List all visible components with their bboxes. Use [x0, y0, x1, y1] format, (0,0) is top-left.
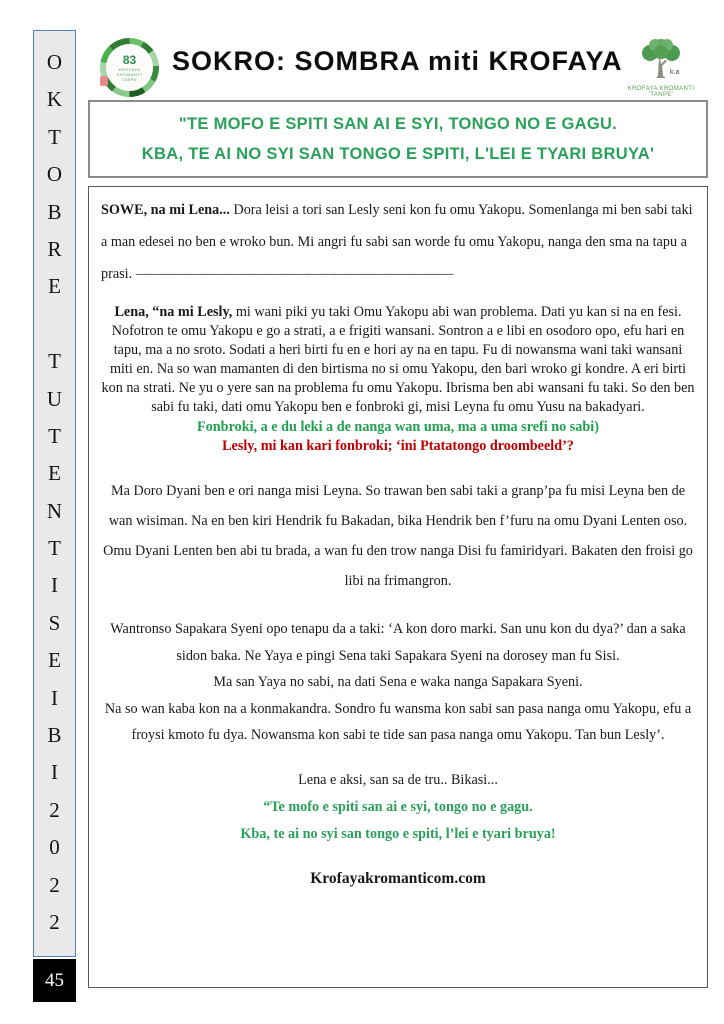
date-digit: 0 — [49, 835, 60, 860]
proverb-line-1: "TE MOFO E SPITI SAN AI E SYI, TONGO NO E GAGU. — [178, 114, 618, 133]
date-letter: I — [51, 685, 58, 710]
date-letter: T — [48, 423, 61, 448]
org-logo — [616, 38, 706, 104]
letter-lead: Lena, “na mi Lesly, — [114, 304, 233, 320]
vertical-date-bar — [33, 30, 76, 957]
paragraph-sapakara — [101, 616, 695, 749]
sapakara-text-a: Wantronso Sapakara Syeni opo tenapu da a taki: ‘A kon doro marki. San unu kon du dya?’ dan a saka sidon baka. Ne Yaya e pingi Sena taki Sapakara Syeni na dorosey man fu Sisi. — [110, 621, 686, 664]
paragraph-doro-dyani: Ma Doro Dyani ben e ori nanga misi Leyna. So trawan ben sabi taki a granp’pa fu misi Leyna ben de wan wisiman. Na en ben kiri Hendrik fu Bakadan, bika Hendrik ben f’furu na omu Dyani Lenten oso. Omu Dyani Lenten ben abi tu brada, a wan fu den trow nanga Disi fu famiridyari. Bakaten den froisi go libi na frimangron. — [103, 483, 693, 589]
date-letter: B — [47, 723, 62, 748]
badge-caption-line2: TANPE — [121, 77, 138, 82]
proverb-line-2: KBA, TE AI NO SYI SAN TONGO E SPITI, L'LEI E TYARI BRUYA' — [141, 144, 655, 163]
date-letter: T — [48, 349, 61, 374]
green-aside-note: Fonbroki, a e du leki a de nanga wan uma, ma a uma srefi no sabi) — [197, 419, 599, 435]
date-digit: 2 — [49, 909, 60, 934]
date-letter: O — [46, 50, 63, 74]
page-title: SOKRO: SOMBRA miti KROFAYA — [172, 46, 623, 76]
date-letter: R — [47, 236, 62, 261]
date-letter: S — [48, 610, 61, 635]
date-letter: K — [46, 87, 63, 112]
date-letter: N — [46, 498, 63, 523]
svg-text:k.a: k.a — [670, 69, 680, 76]
badge-number: 83 — [122, 53, 137, 67]
date-letter: E — [48, 274, 61, 299]
closing-proverb-line-1: “Te mofo e spiti san ai e syi, tongo no e gagu. — [263, 798, 533, 815]
website-text: Krofayakromanticom.com — [310, 869, 486, 887]
date-letter: I — [51, 573, 58, 598]
filler-dashes: ———————————————————————— — [135, 266, 453, 282]
closing-proverb-line-2: Kba, te ai no syi san tongo e spiti, l’lei e tyari bruya! — [240, 825, 556, 842]
date-letter: B — [47, 199, 62, 224]
date-letter: I — [51, 760, 58, 785]
letter-text: mi wani piki yu taki Omu Yakopu abi wan problema. Dati yu kan si na en fesi. Nofotron te omu Yakopu e go a strati, a e frigiti wansani. Sontron a e libi en osodoro opo, efu hari en tapu, ma a no sroto. Sodati a heri birti fu en e hori ay na en tapu. Fu di nowansma wani taki wansani miti en. Na so wan mamanten di den birtisma no si omu Yakopu, den bari wroko gi kondre. A eri birti kon na strati. Ne yu o yere san na problema fu omu Yakopu. Ibrisma ben abi wansani fu taki. So den ben sabi fu taki, dati omu Yakopu ben e fonbroki gi, misi Leyna fu omu Yusu na bakadyari. — [101, 304, 695, 415]
date-digit: 2 — [49, 797, 60, 822]
intro-text: Dora leisi a tori san Lesly seni kon fu omu Yakopu. Somenlanga mi ben sabi taki a man edesei no ben e wroko bun. Mi angri fu sabi san worde fu omu Yakopu, nanga den sma na tapu a prasi. — [101, 202, 693, 282]
date-letter: T — [48, 124, 61, 149]
org-logo-caption: KROFAYA KROMANTI 'TANPE' — [627, 86, 695, 98]
tree-icon — [632, 38, 690, 80]
date-digit: 2 — [49, 872, 60, 897]
paragraph-intro — [101, 194, 695, 290]
page-number: 45 — [33, 959, 76, 1002]
red-question-note: Lesly, mi kan kari fonbroki; ‘ini Ptatatongo droombeeld’? — [222, 438, 574, 454]
paragraph-closing: Lena e aksi, san sa de tru.. Bikasi... — [298, 771, 498, 788]
wreath-badge-logo — [100, 38, 159, 97]
badge-red-ornament — [100, 76, 108, 86]
wreath-badge-center — [106, 44, 153, 91]
proverb-banner — [88, 100, 708, 178]
intro-lead: SOWE, na mi Lena... — [101, 202, 230, 218]
sapakara-text-b: Ma san Yaya no sabi, na dati Sena e waka nanga Sapakara Syeni. — [213, 674, 583, 690]
date-letter: U — [46, 386, 63, 411]
story-body — [88, 186, 708, 988]
paragraph-lesly-letter — [101, 303, 695, 417]
date-letter: O — [46, 162, 63, 187]
date-letter: E — [48, 648, 61, 673]
date-letter: E — [48, 461, 61, 486]
sapakara-text-c: Na so wan kaba kon na a konmakandra. Sondro fu wansma kon sabi san pasa nanga omu Yakopu, efu a froysi kmoto fu dya. Nowansma kon sabi te tide san pasa nanga omu Yakopu. Tan bun Lesly’. — [104, 700, 692, 743]
date-letter: T — [48, 536, 61, 561]
badge-caption-line1: KROFAYA KROMANTI — [116, 67, 143, 77]
